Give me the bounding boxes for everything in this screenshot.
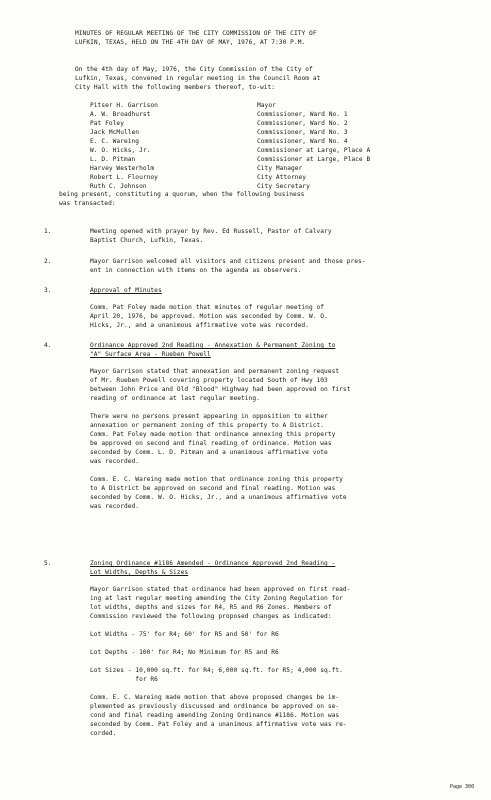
item-line: between John Price and Old "Blood" Highway had been approved on first xyxy=(90,386,351,393)
item-line: for R6 xyxy=(90,676,158,683)
roll-call-role: Mayor xyxy=(257,102,276,109)
item-title: Approval of Minutes xyxy=(90,287,162,294)
roll-call-role: City Secretary xyxy=(257,183,310,190)
roll-call-name: L. D. Pitman xyxy=(90,156,136,163)
item-line: lot widths, depths and sizes for R4, R5 and R6 Zones. Members of xyxy=(90,604,332,611)
item-title: Zoning Ordinance #1186 Amended - Ordinance Approved 2nd Reading - xyxy=(90,560,336,567)
item-line: Meeting opened with prayer by Rev. Ed Russell, Pastor of Calvary xyxy=(90,228,332,235)
quorum-line: was transacted: xyxy=(59,200,116,207)
item-line: ing at last regular meeting amending the City Zoning Regulation for xyxy=(90,595,343,602)
item-line: to A District be approved on second and final reading. Motion was xyxy=(90,485,336,492)
item-line: There were no persons present appearing in opposition to either xyxy=(90,413,328,420)
roll-call-role: Commissioner, Ward No. 4 xyxy=(257,138,348,145)
item-line: was recorded. xyxy=(90,458,140,465)
item-number: 3. xyxy=(44,287,52,294)
roll-call-name: Ruth C. Johnson xyxy=(90,183,147,190)
header-line: LUFKIN, TEXAS, HELD ON THE 4TH DAY OF MAY, 1976, AT 7:30 P.M. xyxy=(75,39,306,46)
header-line: MINUTES OF REGULAR MEETING OF THE CITY COMMISSION OF THE CITY OF xyxy=(75,30,317,37)
item-title: "A" Surface Area - Rueben Powell xyxy=(90,351,211,358)
item-number: 1. xyxy=(44,228,52,235)
intro-line: Lufkin, Texas, convened in regular meeting in the Council Room at xyxy=(75,75,321,82)
roll-call-role: Commissioner at Large, Place A xyxy=(257,147,371,154)
item-line: was recorded. xyxy=(90,503,140,510)
roll-call-role: Commissioner, Ward No. 1 xyxy=(257,111,348,118)
page-number: Page 300 xyxy=(450,784,475,790)
item-line: Comm. Pat Foley made motion that minutes of regular meeting of xyxy=(90,304,325,311)
roll-call-role: Commissioner, Ward No. 3 xyxy=(257,129,348,136)
roll-call-role: Commissioner at Large, Place B xyxy=(257,156,371,163)
item-line: plemented as previously discussed and ordinance be approved on se- xyxy=(90,703,340,710)
item-line: Mayor Garrison stated that ordinance had been approved on first read- xyxy=(90,586,351,593)
item-title: Lot Widths, Depths & Sizes xyxy=(90,569,189,576)
roll-call-name: Pat Foley xyxy=(90,120,124,127)
roll-call-name: E. C. Wareing xyxy=(90,138,140,145)
item-line: Comm. E. C. Wareing made motion that above proposed changes be im- xyxy=(90,694,340,701)
item-line: of Mr. Rueben Powell covering property located South of Hwy 103 xyxy=(90,377,328,384)
item-line: Mayor Garrison welcomed all visitors and citizens present and those pres- xyxy=(90,258,366,265)
item-line: Commission reviewed the following proposed changes as indicated: xyxy=(90,613,332,620)
roll-call-name: Robert L. Flournoy xyxy=(90,174,158,181)
roll-call-name: W. O. Hicks, Jr. xyxy=(90,147,151,154)
roll-call-role: City Manager xyxy=(257,165,303,172)
roll-call-name: Pitser H. Garrison xyxy=(90,102,158,109)
roll-call-name: Harvey Westerholm xyxy=(90,165,155,172)
roll-call-role: Commissioner, Ward No. 2 xyxy=(257,120,348,127)
item-line: seconded by Comm. Pat Foley and a unanimous affirmative vote was re- xyxy=(90,721,347,728)
quorum-line: being present, constituting a quorum, when the following business xyxy=(59,191,305,198)
item-line: ent in connection with items on the agenda as observers. xyxy=(90,267,302,274)
roll-call-role: City Attorney xyxy=(257,174,307,181)
item-line: Lot Depths - 100' for R4; No Minimum for R5 and R6 xyxy=(90,649,279,656)
item-line: cond and final reading amending Zoning Ordinance #1186. Motion was xyxy=(90,712,340,719)
item-line: annexation or permanent zoning of this property to A District. xyxy=(90,422,325,429)
item-line: seconded by Comm. L. D. Pitman and a unanimous affirmative vote xyxy=(90,449,328,456)
item-line: be approved on second and final reading of ordinance. Motion was xyxy=(90,440,332,447)
item-line: Mayor Garrison stated that annexation and permanent zoning request xyxy=(90,368,340,375)
item-line: reading of ordinance at last regular meeting. xyxy=(90,395,260,402)
item-number: 4. xyxy=(44,342,52,349)
item-line: April 20, 1976, be approved. Motion was seconded by Comm. W. O. xyxy=(90,313,328,320)
roll-call-name: Jack McMullen xyxy=(90,129,140,136)
item-line: corded. xyxy=(90,730,117,737)
item-line: Comm. E. C. Wareing made motion that ordinance zoning this property xyxy=(90,476,343,483)
item-line: Lot Sizes - 10,000 sq.ft. for R4; 6,000 sq.ft. for R5; 4,000 sq.ft. xyxy=(90,667,343,674)
intro-line: On the 4th day of May, 1976, the City Commission of the City of xyxy=(75,66,313,73)
item-line: Hicks, Jr., and a unanimous affirmative vote was recorded. xyxy=(90,322,309,329)
item-line: Comm. Pat Foley made motion that ordinance annexing this property xyxy=(90,431,336,438)
roll-call-name: A. W. Broadhurst xyxy=(90,111,151,118)
item-number: 5. xyxy=(44,560,52,567)
item-title: Ordinance Approved 2nd Reading - Annexation & Permanent Zoning to xyxy=(90,342,336,349)
item-line: Baptist Church, Lufkin, Texas. xyxy=(90,237,204,244)
item-number: 2. xyxy=(44,258,52,265)
item-line: Lot Widths - 75' for R4; 60' for R5 and 50' for R6 xyxy=(90,631,279,638)
intro-line: City Hall with the following members thereof, to-wit: xyxy=(75,84,276,91)
item-line: seconded by Comm. W. O. Hicks, Jr., and a unanimous affirmative vote xyxy=(90,494,347,501)
